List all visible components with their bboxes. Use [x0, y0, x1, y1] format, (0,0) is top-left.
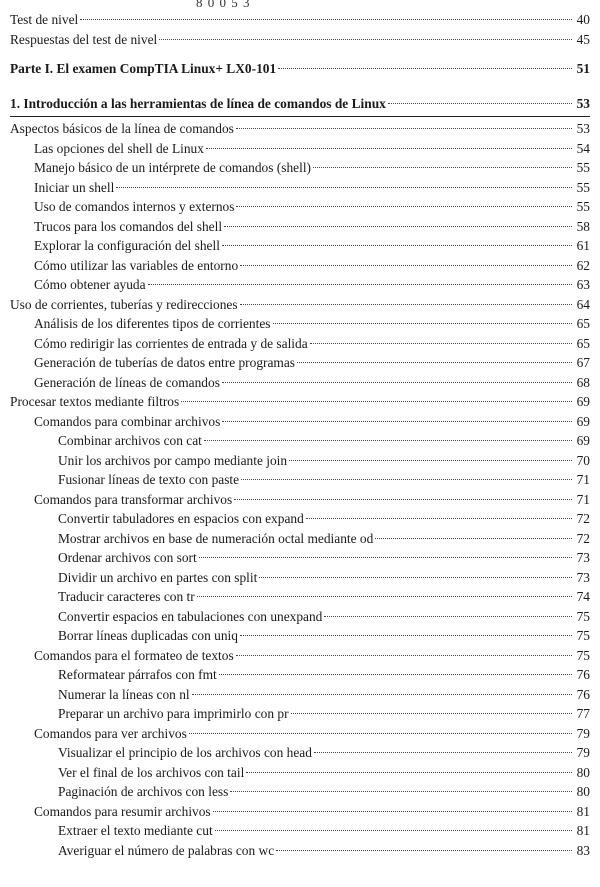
toc-subsection	[10, 802, 590, 822]
toc-entry-title: Visualizar el principio de los archivos con head	[58, 745, 312, 760]
dot-leader	[314, 752, 572, 753]
dot-leader	[313, 167, 572, 168]
toc-entry-title: Las opciones del shell de Linux	[34, 140, 204, 156]
toc-entry-page: 81	[576, 823, 590, 838]
dot-leader	[199, 557, 572, 558]
toc-subsubsection	[10, 782, 590, 802]
dot-leader	[230, 791, 572, 792]
dot-leader	[215, 830, 572, 831]
dot-leader	[148, 284, 572, 285]
table-of-contents	[10, 10, 590, 860]
toc-entry-page: 79	[576, 725, 590, 741]
dot-leader	[80, 19, 572, 20]
toc-entry-page: 45	[576, 31, 590, 47]
toc-section	[10, 119, 590, 139]
toc-subsection	[10, 373, 590, 393]
dot-leader	[192, 694, 572, 695]
toc-entry-page: 64	[576, 296, 590, 312]
dot-leader	[291, 713, 572, 714]
toc-entry-page: 75	[576, 647, 590, 663]
toc-entry-title: Ver el final de los archivos con tail	[58, 764, 245, 780]
dot-leader	[224, 226, 572, 227]
dot-leader	[234, 499, 572, 500]
toc-entry-page: 55	[576, 160, 590, 175]
toc-entry-page: 63	[576, 277, 590, 292]
dot-leader	[240, 265, 572, 266]
toc-entry-page: 76	[576, 667, 590, 682]
toc-entry-title: Cómo utilizar las variables de entorno	[34, 257, 239, 273]
toc-entry-page: 72	[576, 530, 590, 546]
toc-entry-title: Averiguar el número de palabras con wc	[58, 842, 275, 858]
toc-subsection	[10, 256, 590, 276]
toc-entry-page: 77	[576, 706, 590, 721]
toc-entry-title: Cómo obtener ayuda	[34, 277, 146, 292]
toc-entry-page: 83	[576, 842, 590, 858]
toc-subsubsection	[10, 626, 590, 646]
page-top-mark	[196, 0, 276, 7]
dot-leader	[116, 187, 572, 188]
toc-subsubsection	[10, 685, 590, 705]
toc-entry-title: Numerar la líneas con nl	[58, 686, 190, 702]
dot-leader	[259, 577, 572, 578]
toc-entry-page: 69	[576, 433, 590, 448]
dot-leader	[197, 596, 572, 597]
dot-leader	[204, 440, 572, 441]
dot-leader	[236, 128, 572, 129]
toc-subsubsection	[10, 568, 590, 588]
toc-section	[10, 392, 590, 412]
toc-entry-title: Test de nivel	[10, 12, 79, 27]
toc-entry-test	[10, 10, 590, 30]
toc-entry-page: 80	[576, 784, 590, 799]
toc-entry-title: Ordenar archivos con sort	[58, 550, 197, 565]
toc-entry-page: 76	[576, 686, 590, 702]
toc-entry-page: 58	[576, 218, 590, 234]
toc-entry-page: 69	[576, 394, 590, 409]
toc-subsubsection	[10, 451, 590, 471]
toc-entry-title: Manejo básico de un intérprete de comandos (shell)	[34, 160, 312, 175]
toc-entry-page: 65	[576, 335, 590, 351]
toc-subsubsection	[10, 607, 590, 627]
toc-entry-title: Análisis de los diferentes tipos de corrientes	[34, 316, 271, 331]
toc-entry-page: 73	[576, 569, 590, 585]
toc-entry-page: 71	[576, 491, 590, 507]
dot-leader	[278, 68, 572, 69]
toc-entry-title: Respuestas del test de nivel	[10, 31, 158, 47]
toc-entry-title: Aspectos básicos de la línea de comandos	[10, 121, 234, 136]
toc-entry-answers	[10, 30, 590, 50]
dot-leader	[388, 103, 572, 104]
dot-leader	[306, 518, 572, 519]
toc-subsection	[10, 139, 590, 159]
dot-leader	[273, 323, 572, 324]
toc-entry-title: Procesar textos mediante filtros	[10, 394, 180, 409]
toc-entry-page: 70	[576, 452, 590, 468]
toc-entry-page: 74	[576, 589, 590, 604]
dot-leader	[246, 772, 572, 773]
toc-entry-page: 75	[576, 608, 590, 624]
toc-entry-title: Cómo redirigir las corrientes de entrada y de salida	[34, 335, 308, 351]
dot-leader	[206, 148, 572, 149]
toc-subsubsection	[10, 763, 590, 783]
toc-entry-title: Borrar líneas duplicadas con uniq	[58, 628, 238, 643]
toc-subsubsection	[10, 470, 590, 490]
dot-leader	[181, 401, 572, 402]
toc-entry-page: 67	[576, 355, 590, 370]
toc-part-page: 51	[576, 61, 590, 76]
dot-leader	[240, 304, 572, 305]
toc-section	[10, 295, 590, 315]
toc-subsection	[10, 314, 590, 334]
toc-subsubsection	[10, 509, 590, 529]
toc-entry-title: Traducir caracteres con tr	[58, 589, 195, 604]
dot-leader	[297, 362, 572, 363]
toc-entry-title: Convertir espacios en tabulaciones con unexpand	[58, 608, 323, 624]
toc-entry-title: Generación de tuberías de datos entre programas	[34, 355, 296, 370]
dot-leader	[276, 850, 572, 851]
toc-subsubsection	[10, 743, 590, 763]
toc-entry-page: 55	[576, 179, 590, 195]
dot-leader	[222, 382, 572, 383]
toc-entry-page: 75	[576, 628, 590, 643]
toc-entry-page: 40	[576, 12, 590, 27]
toc-subsection	[10, 724, 590, 744]
toc-subsection	[10, 275, 590, 295]
toc-entry-title: Reformatear párrafos con fmt	[58, 667, 217, 682]
toc-entry-title: Iniciar un shell	[34, 179, 115, 195]
toc-entry-title: Unir los archivos por campo mediante join	[58, 452, 288, 468]
toc-entry-page: 80	[576, 764, 590, 780]
toc-subsubsection	[10, 665, 590, 685]
toc-subsubsection	[10, 587, 590, 607]
dot-leader	[241, 479, 572, 480]
toc-entry-page: 61	[576, 238, 590, 253]
toc-entry-page: 54	[576, 140, 590, 156]
dot-leader	[236, 206, 572, 207]
toc-entry-title: Generación de líneas de comandos	[34, 374, 220, 390]
toc-subsubsection	[10, 841, 590, 861]
toc-part-title: Parte I. El examen CompTIA Linux+ LX0-101	[10, 61, 277, 76]
toc-entry-page: 73	[576, 550, 590, 565]
toc-entry-page: 69	[576, 413, 590, 429]
toc-entry-title: Comandos para resumir archivos	[34, 803, 211, 819]
toc-entry-title: Comandos para ver archivos	[34, 725, 187, 741]
toc-subsubsection	[10, 704, 590, 724]
toc-entry-title: Explorar la configuración del shell	[34, 238, 220, 253]
toc-entry-page: 71	[576, 472, 590, 487]
toc-entry-page: 72	[576, 511, 590, 526]
toc-entry-page: 68	[576, 374, 590, 390]
toc-entry-page: 62	[576, 257, 590, 273]
toc-entry-page: 79	[576, 745, 590, 760]
toc-entry-page: 53	[576, 121, 590, 136]
dot-leader	[375, 538, 572, 539]
toc-subsubsection	[10, 431, 590, 451]
toc-subsubsection	[10, 529, 590, 549]
dot-leader	[222, 245, 572, 246]
toc-subsubsection	[10, 821, 590, 841]
toc-subsubsection	[10, 548, 590, 568]
toc-entry-page: 65	[576, 316, 590, 331]
toc-subsection	[10, 197, 590, 217]
toc-entry-title: Comandos para el formateo de textos	[34, 647, 234, 663]
toc-subsection	[10, 158, 590, 178]
toc-entry-title: Uso de corrientes, tuberías y redirecciones	[10, 296, 238, 312]
dot-leader	[213, 811, 572, 812]
dot-leader	[236, 655, 572, 656]
toc-subsection	[10, 334, 590, 354]
toc-entry-title: Combinar archivos con cat	[58, 433, 202, 448]
toc-entry-title: Paginación de archivos con less	[58, 784, 229, 799]
toc-entries	[10, 119, 590, 860]
dot-leader	[310, 343, 572, 344]
toc-entry-title: Uso de comandos internos y externos	[34, 199, 235, 214]
toc-entry-title: Mostrar archivos en base de numeración octal mediante od	[58, 530, 374, 546]
toc-entry-title: Dividir un archivo en partes con split	[58, 569, 258, 585]
toc-entry-page: 55	[576, 199, 590, 214]
toc-entry-title: Comandos para combinar archivos	[34, 413, 221, 429]
spacer	[10, 79, 590, 94]
toc-subsection	[10, 490, 590, 510]
toc-subsection	[10, 236, 590, 256]
chapter-divider	[10, 116, 590, 117]
toc-chapter-heading	[10, 94, 590, 114]
dot-leader	[222, 421, 572, 422]
toc-entry-title: Extraer el texto mediante cut	[58, 823, 213, 838]
toc-chapter-title: 1. Introducción a las herramientas de línea de comandos de Linux	[10, 95, 386, 111]
toc-subsection	[10, 178, 590, 198]
toc-part-heading	[10, 59, 590, 79]
toc-subsection	[10, 412, 590, 432]
dot-leader	[289, 460, 572, 461]
toc-entry-page: 81	[576, 803, 590, 819]
dot-leader	[189, 733, 572, 734]
toc-entry-title: Trucos para los comandos del shell	[34, 218, 223, 234]
toc-entry-title: Fusionar líneas de texto con paste	[58, 472, 240, 487]
spacer	[10, 49, 590, 59]
toc-subsection	[10, 353, 590, 373]
dot-leader	[159, 39, 572, 40]
dot-leader	[219, 674, 572, 675]
toc-entry-title: Preparar un archivo para imprimirlo con pr	[58, 706, 289, 721]
dot-leader	[324, 616, 572, 617]
dot-leader	[240, 635, 572, 636]
toc-subsection	[10, 646, 590, 666]
toc-subsection	[10, 217, 590, 237]
toc-entry-title: Comandos para transformar archivos	[34, 491, 233, 507]
toc-entry-title: Convertir tabuladores en espacios con expand	[58, 511, 304, 526]
toc-chapter-page: 53	[576, 95, 590, 111]
